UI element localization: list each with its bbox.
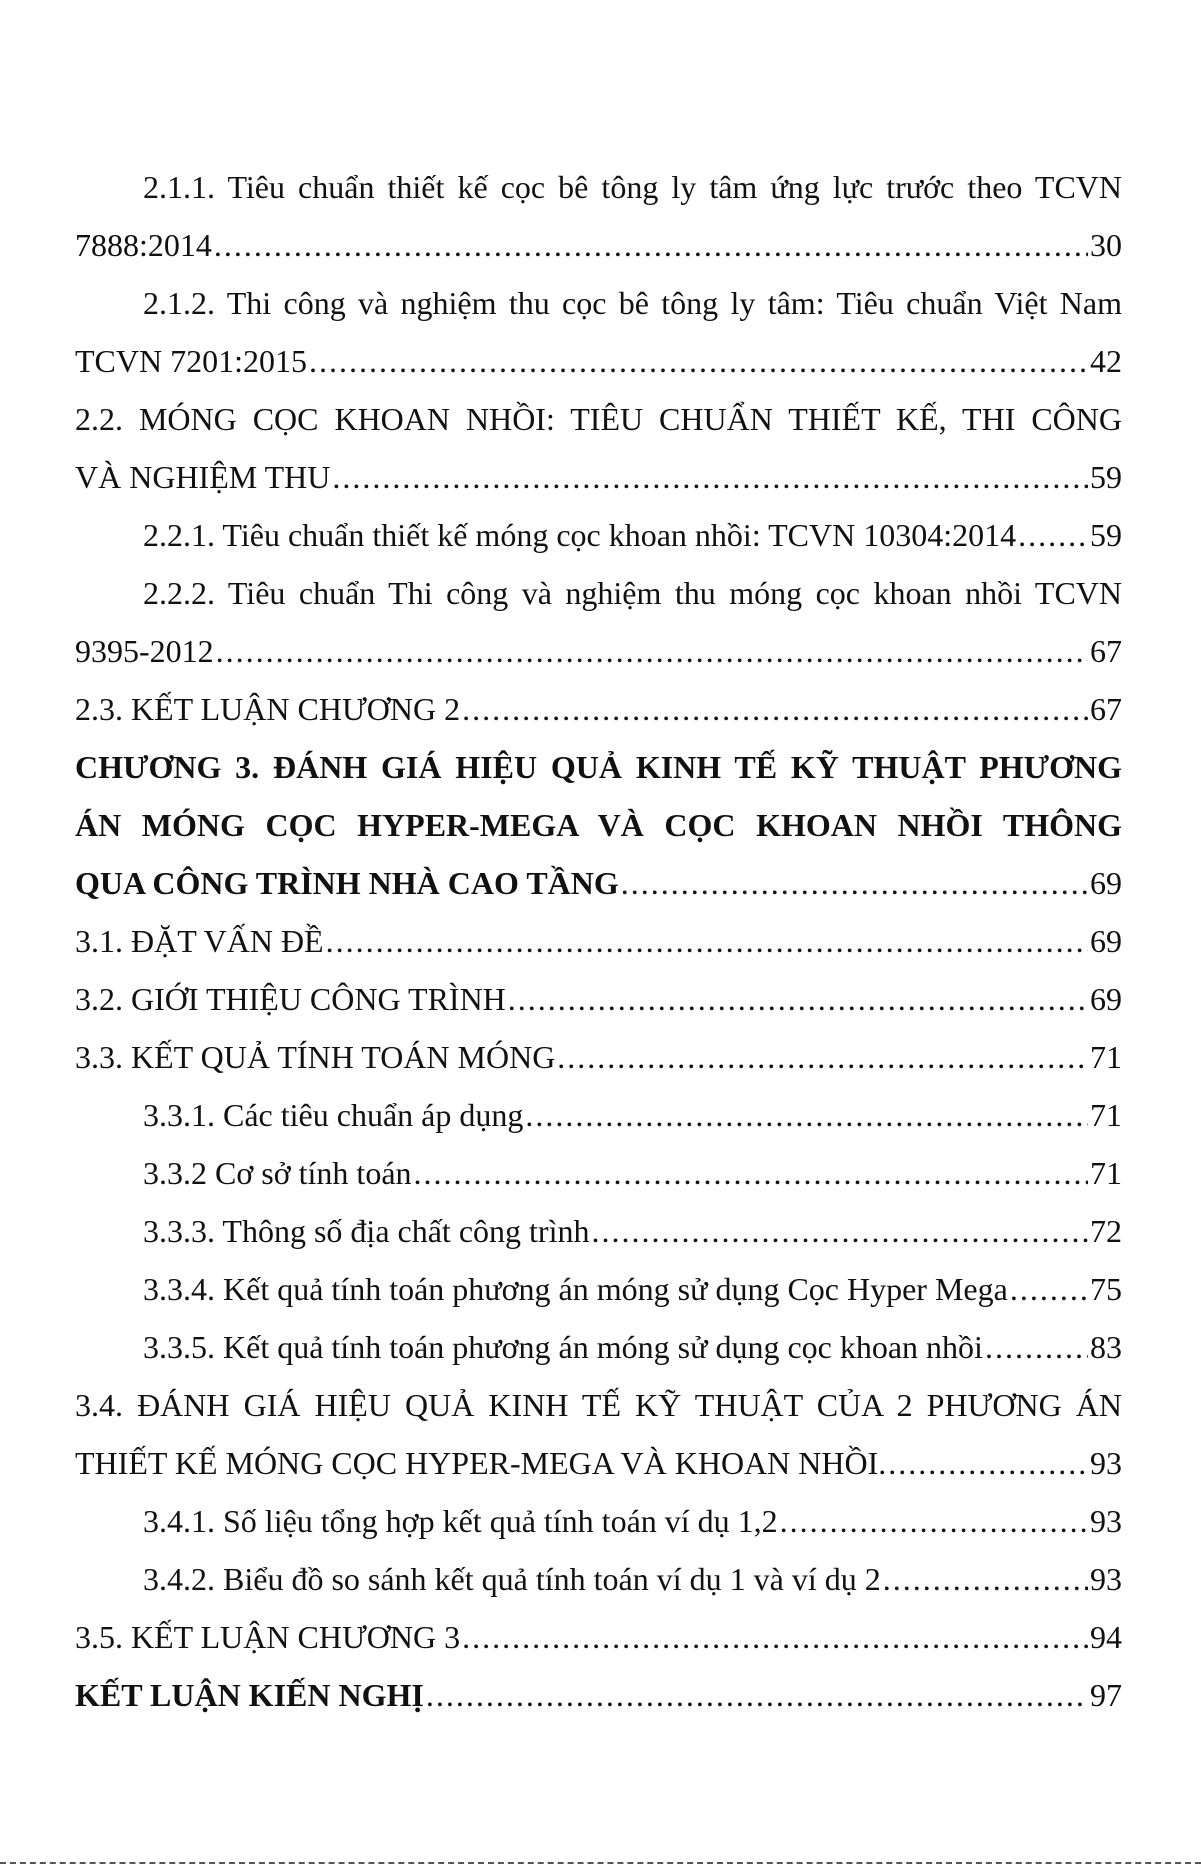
table-of-contents bbox=[75, 158, 1122, 1724]
toc-entry-3-3-3 bbox=[75, 1202, 1122, 1260]
toc-entry-2-1-1-line1: 2.1.1. Tiêu chuẩn thiết kế cọc bê tông ly tâm ứng lực trước theo TCVN bbox=[143, 169, 1122, 205]
dot-leader bbox=[1018, 506, 1088, 564]
toc-entry-title: 3.5. KẾT LUẬN CHƯƠNG 3 bbox=[75, 1619, 461, 1655]
toc-entry-title: QUA CÔNG TRÌNH NHÀ CAO TẦNG bbox=[75, 865, 619, 901]
toc-entry-2-1-2-line2 bbox=[75, 332, 1122, 390]
dot-leader bbox=[214, 216, 1088, 274]
dot-leader bbox=[332, 448, 1088, 506]
toc-page-number: 59 bbox=[1090, 517, 1122, 553]
toc-entry-chuong-3-line2: ÁN MÓNG CỌC HYPER-MEGA VÀ CỌC KHOAN NHỒI THÔNG bbox=[75, 807, 1122, 843]
toc-page-number: 97 bbox=[1090, 1677, 1122, 1713]
toc-entry-3-1 bbox=[75, 912, 1122, 970]
toc-page-number: 69 bbox=[1090, 923, 1122, 959]
toc-entry-3-4-line2 bbox=[75, 1434, 1122, 1492]
toc-page-number: 67 bbox=[1090, 691, 1122, 727]
toc-entry-chuong-3-line1: CHƯƠNG 3. ĐÁNH GIÁ HIỆU QUẢ KINH TẾ KỸ THUẬT PHƯƠNG bbox=[75, 749, 1122, 785]
dot-leader bbox=[426, 1666, 1088, 1724]
dot-leader bbox=[508, 970, 1088, 1028]
toc-page-number: 69 bbox=[1090, 981, 1122, 1017]
toc-entry-title: 3.3.4. Kết quả tính toán phương án móng sử dụng Cọc Hyper Mega bbox=[143, 1271, 1008, 1307]
toc-entry-title: THIẾT KẾ MÓNG CỌC HYPER-MEGA VÀ KHOAN NHỒI. bbox=[75, 1445, 887, 1481]
toc-entry-title: 3.3.1. Các tiêu chuẩn áp dụng bbox=[143, 1097, 524, 1133]
dot-leader bbox=[883, 1550, 1088, 1608]
toc-entry-2-3 bbox=[75, 680, 1122, 738]
dot-leader bbox=[591, 1202, 1088, 1260]
dot-leader bbox=[216, 622, 1088, 680]
toc-page-number: 69 bbox=[1090, 865, 1122, 901]
toc-entry-title: 9395-2012 bbox=[75, 633, 214, 669]
dot-leader bbox=[326, 912, 1088, 970]
dot-leader bbox=[462, 680, 1088, 738]
toc-page-number: 93 bbox=[1090, 1445, 1122, 1481]
toc-entry-title: 3.4.2. Biểu đồ so sánh kết quả tính toán ví dụ 1 và ví dụ 2 bbox=[143, 1561, 881, 1597]
toc-entry-title: VÀ NGHIỆM THU bbox=[75, 459, 331, 495]
dot-leader bbox=[309, 332, 1088, 390]
toc-page-number: 83 bbox=[1090, 1329, 1122, 1365]
toc-entry-title: 3.2. GIỚI THIỆU CÔNG TRÌNH bbox=[75, 981, 506, 1017]
toc-page-number: 30 bbox=[1090, 227, 1122, 263]
toc-page-number: 93 bbox=[1090, 1561, 1122, 1597]
dot-leader bbox=[462, 1608, 1088, 1666]
dot-leader bbox=[557, 1028, 1088, 1086]
toc-page-number: 72 bbox=[1090, 1213, 1122, 1249]
toc-page-number: 71 bbox=[1090, 1155, 1122, 1191]
toc-entry-3-4-1 bbox=[75, 1492, 1122, 1550]
toc-entry-3-3-2 bbox=[75, 1144, 1122, 1202]
dot-leader bbox=[1010, 1260, 1088, 1318]
toc-entry-title: 2.2.1. Tiêu chuẩn thiết kế móng cọc khoan nhồi: TCVN 10304:2014 bbox=[143, 517, 1017, 553]
toc-entry-3-3-4 bbox=[75, 1260, 1122, 1318]
toc-entry-title: TCVN 7201:2015 bbox=[75, 343, 307, 379]
toc-page-number: 42 bbox=[1090, 343, 1122, 379]
toc-entry-title: 3.3.2 Cơ sở tính toán bbox=[143, 1155, 412, 1191]
page-bottom-edge bbox=[0, 1862, 1201, 1870]
toc-entry-chuong-3-line3 bbox=[75, 854, 1122, 912]
toc-entry-ket-luan-kien-nghi bbox=[75, 1666, 1122, 1724]
toc-entry-2-1-1-line2 bbox=[75, 216, 1122, 274]
toc-entry-3-4-2 bbox=[75, 1550, 1122, 1608]
toc-entry-3-3 bbox=[75, 1028, 1122, 1086]
toc-entry-2-2-line2 bbox=[75, 448, 1122, 506]
toc-page-number: 94 bbox=[1090, 1619, 1122, 1655]
toc-entry-title: 3.1. ĐẶT VẤN ĐỀ bbox=[75, 923, 324, 959]
toc-entry-3-4-line1: 3.4. ĐÁNH GIÁ HIỆU QUẢ KINH TẾ KỸ THUẬT CỦA 2 PHƯƠNG ÁN bbox=[75, 1387, 1122, 1423]
dot-leader bbox=[525, 1086, 1088, 1144]
dot-leader bbox=[414, 1144, 1088, 1202]
toc-page-number: 93 bbox=[1090, 1503, 1122, 1539]
toc-entry-3-3-1 bbox=[75, 1086, 1122, 1144]
toc-entry-2-2-2-line1: 2.2.2. Tiêu chuẩn Thi công và nghiệm thu móng cọc khoan nhồi TCVN bbox=[143, 575, 1122, 611]
toc-entry-2-2-2-line2 bbox=[75, 622, 1122, 680]
dot-leader bbox=[621, 854, 1088, 912]
toc-page-number: 71 bbox=[1090, 1039, 1122, 1075]
dot-leader bbox=[985, 1318, 1088, 1376]
toc-entry-title: 3.3.3. Thông số địa chất công trình bbox=[143, 1213, 590, 1249]
toc-entry-title: 3.3. KẾT QUẢ TÍNH TOÁN MÓNG bbox=[75, 1039, 556, 1075]
toc-entry-3-5 bbox=[75, 1608, 1122, 1666]
toc-entry-title: 7888:2014 bbox=[75, 227, 212, 263]
dot-leader bbox=[888, 1434, 1088, 1492]
dot-leader bbox=[780, 1492, 1088, 1550]
toc-entry-2-2-line1: 2.2. MÓNG CỌC KHOAN NHỒI: TIÊU CHUẨN THIẾT KẾ, THI CÔNG bbox=[75, 401, 1122, 437]
toc-page-number: 71 bbox=[1090, 1097, 1122, 1133]
toc-page-number: 67 bbox=[1090, 633, 1122, 669]
toc-entry-title: KẾT LUẬN KIẾN NGHỊ bbox=[75, 1677, 424, 1713]
toc-page-number: 59 bbox=[1090, 459, 1122, 495]
toc-entry-title: 3.3.5. Kết quả tính toán phương án móng sử dụng cọc khoan nhồi bbox=[143, 1329, 983, 1365]
toc-entry-2-1-2-line1: 2.1.2. Thi công và nghiệm thu cọc bê tông ly tâm: Tiêu chuẩn Việt Nam bbox=[143, 285, 1122, 321]
toc-entry-2-2-1 bbox=[75, 506, 1122, 564]
toc-page-number: 75 bbox=[1090, 1271, 1122, 1307]
toc-entry-title: 3.4.1. Số liệu tổng hợp kết quả tính toán ví dụ 1,2 bbox=[143, 1503, 778, 1539]
toc-entry-3-3-5 bbox=[75, 1318, 1122, 1376]
toc-entry-title: 2.3. KẾT LUẬN CHƯƠNG 2 bbox=[75, 691, 461, 727]
toc-entry-3-2 bbox=[75, 970, 1122, 1028]
